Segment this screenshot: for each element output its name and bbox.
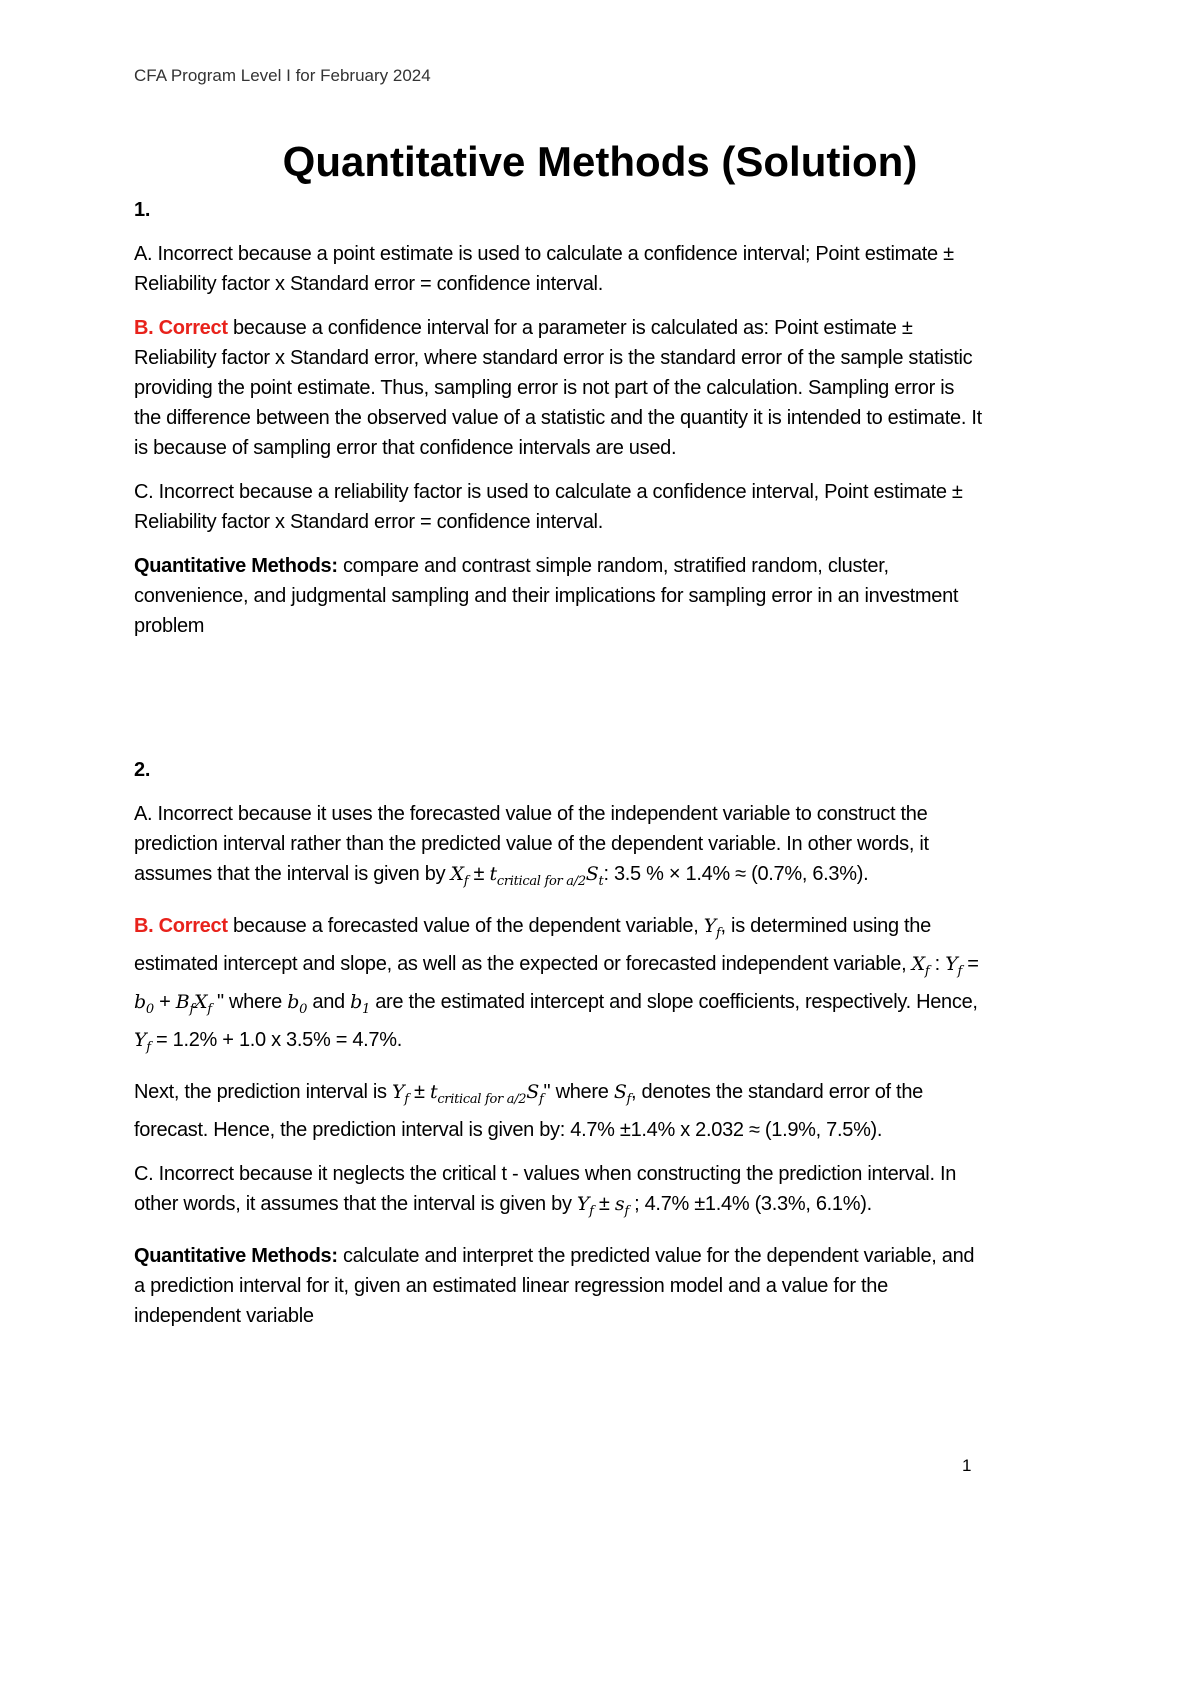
spacer — [134, 655, 984, 755]
page-number: 1 — [962, 1456, 972, 1475]
answer-paragraph — [134, 313, 984, 463]
math-subscript: f — [924, 964, 930, 979]
question-number: 2. — [134, 759, 151, 781]
document-body — [134, 195, 984, 1345]
math-subscript: f — [404, 1092, 409, 1107]
math-subscript: f — [146, 1040, 151, 1055]
math-variable: B — [175, 991, 190, 1013]
math-variable: b — [287, 991, 300, 1013]
text-segment: A. Incorrect because it uses the forecasted value of the independent variable to construct the prediction interval rather than the predicted value of the dependent variable. In other words, it assumes that the interval is given by — [134, 803, 929, 885]
answer-paragraph — [134, 1159, 984, 1227]
page-title: Quantitative Methods (Solution) — [282, 138, 918, 185]
math-variable: X — [911, 953, 925, 975]
text-segment: compare and contrast simple random, stratified random, cluster, convenience, and judgmental sampling and their implications for sampling error in an investment problem — [134, 555, 959, 637]
math-subscript: 0 — [299, 1002, 308, 1017]
answer-paragraph — [134, 1077, 984, 1145]
math-subscript: f — [589, 1204, 594, 1219]
text-segment: , denotes the standard error of the forecast. Hence, the prediction interval is given by: 4.7% ±1.4% x 2.032 ≈ (1.9%, 7.5%). — [134, 1081, 923, 1141]
math-subscript: f — [463, 874, 469, 889]
text-segment: , is determined using the estimated intercept and slope, as well as the expected or forecasted independent variable, — [134, 915, 931, 975]
math-variable: S — [526, 1081, 539, 1103]
answer-paragraph — [134, 1241, 984, 1331]
math-variable: Y — [945, 953, 958, 975]
math-subscript: f — [539, 1092, 544, 1107]
math-variable: s — [614, 1193, 625, 1215]
math-subscript: t — [598, 874, 604, 889]
text-segment: : 3.5 % × 1.4% ≈ (0.7%, 6.3%). — [603, 863, 869, 885]
text-segment: A. Incorrect because a point estimate is used to calculate a confidence interval; Point estimate ± Reliability factor x Standard error = confidence interval. — [134, 243, 954, 295]
math-subscript: 0 — [145, 1002, 154, 1017]
text-segment: ; 4.7% ±1.4% (3.3%, 6.1%). — [628, 1193, 872, 1215]
text-segment: " where — [543, 1081, 614, 1103]
math-subscript: critical for a/2 — [496, 874, 586, 889]
question-2 — [134, 755, 984, 1331]
math-subscript: f — [957, 964, 962, 979]
running-header: CFA Program Level I for February 2024 — [134, 66, 431, 85]
text-segment: ± — [593, 1193, 615, 1215]
math-subscript: f — [189, 1002, 194, 1017]
text-segment: ± — [408, 1081, 430, 1103]
math-variable: t — [489, 863, 497, 885]
math-variable: X — [450, 863, 464, 885]
text-segment: ± — [468, 863, 490, 885]
math-variable: t — [429, 1081, 438, 1103]
question-number: 1. — [134, 199, 151, 221]
text-segment: calculate and interpret the predicted value for the dependent variable, and a prediction interval for it, given an estimated linear regression model and a value for the independent variable — [134, 1245, 975, 1327]
math-subscript: critical for a/2 — [437, 1092, 527, 1107]
answer-paragraph — [134, 477, 984, 537]
question-1 — [134, 195, 984, 641]
math-variable: X — [193, 991, 208, 1013]
text-segment: : — [929, 953, 946, 975]
math-variable: Y — [134, 1029, 147, 1051]
text-segment: because a confidence interval for a parameter is calculated as: Point estimate ± Reliability factor x Standard error, where standard error is the standard error of the sample statistic providing the point estimate. Thus, sampling error is not part of the calculation. Sampling error is the difference between the observed value of a statistic and the quantity it is intended to estimate. It is because of sampling error that confidence intervals are used. — [134, 317, 982, 459]
text-segment: + — [153, 991, 176, 1013]
bold-label: Quantitative Methods: — [134, 555, 338, 577]
math-subscript: f — [207, 1002, 212, 1017]
correct-answer-label: B. Correct — [134, 915, 228, 937]
answer-paragraph — [134, 799, 984, 897]
text-segment: = 1.2% + 1.0 x 3.5% = 4.7%. — [150, 1029, 402, 1051]
text-segment: because a forecasted value of the dependent variable, — [227, 915, 704, 937]
math-subscript: 1 — [361, 1002, 370, 1017]
math-variable: S — [585, 863, 599, 885]
math-variable: Y — [392, 1081, 405, 1103]
math-variable: S — [613, 1081, 627, 1103]
math-subscript: f — [716, 926, 721, 941]
text-segment: and — [307, 991, 351, 1013]
answer-paragraph — [134, 911, 984, 1063]
correct-answer-label: B. Correct — [134, 317, 228, 339]
text-segment: " where — [211, 991, 288, 1013]
answer-paragraph — [134, 239, 984, 299]
math-variable: Y — [703, 915, 717, 937]
text-segment: = — [961, 953, 979, 975]
text-segment: are the estimated intercept and slope coefficients, respectively. Hence, — [369, 991, 978, 1013]
math-variable: b — [134, 991, 146, 1013]
math-subscript: f — [626, 1092, 632, 1107]
answer-paragraph — [134, 551, 984, 641]
text-segment: C. Incorrect because a reliability factor is used to calculate a confidence interval, Point estimate ± Reliability factor x Standard error = confidence interval. — [134, 481, 963, 533]
math-subscript: f — [624, 1204, 629, 1219]
text-segment: Next, the prediction interval is — [134, 1081, 393, 1103]
bold-label: Quantitative Methods: — [134, 1245, 338, 1267]
math-variable: Y — [576, 1193, 590, 1215]
math-variable: b — [350, 991, 362, 1013]
text-segment: C. Incorrect because it neglects the critical t - values when constructing the prediction interval. In other words, it assumes that the interval is given by — [134, 1163, 957, 1215]
